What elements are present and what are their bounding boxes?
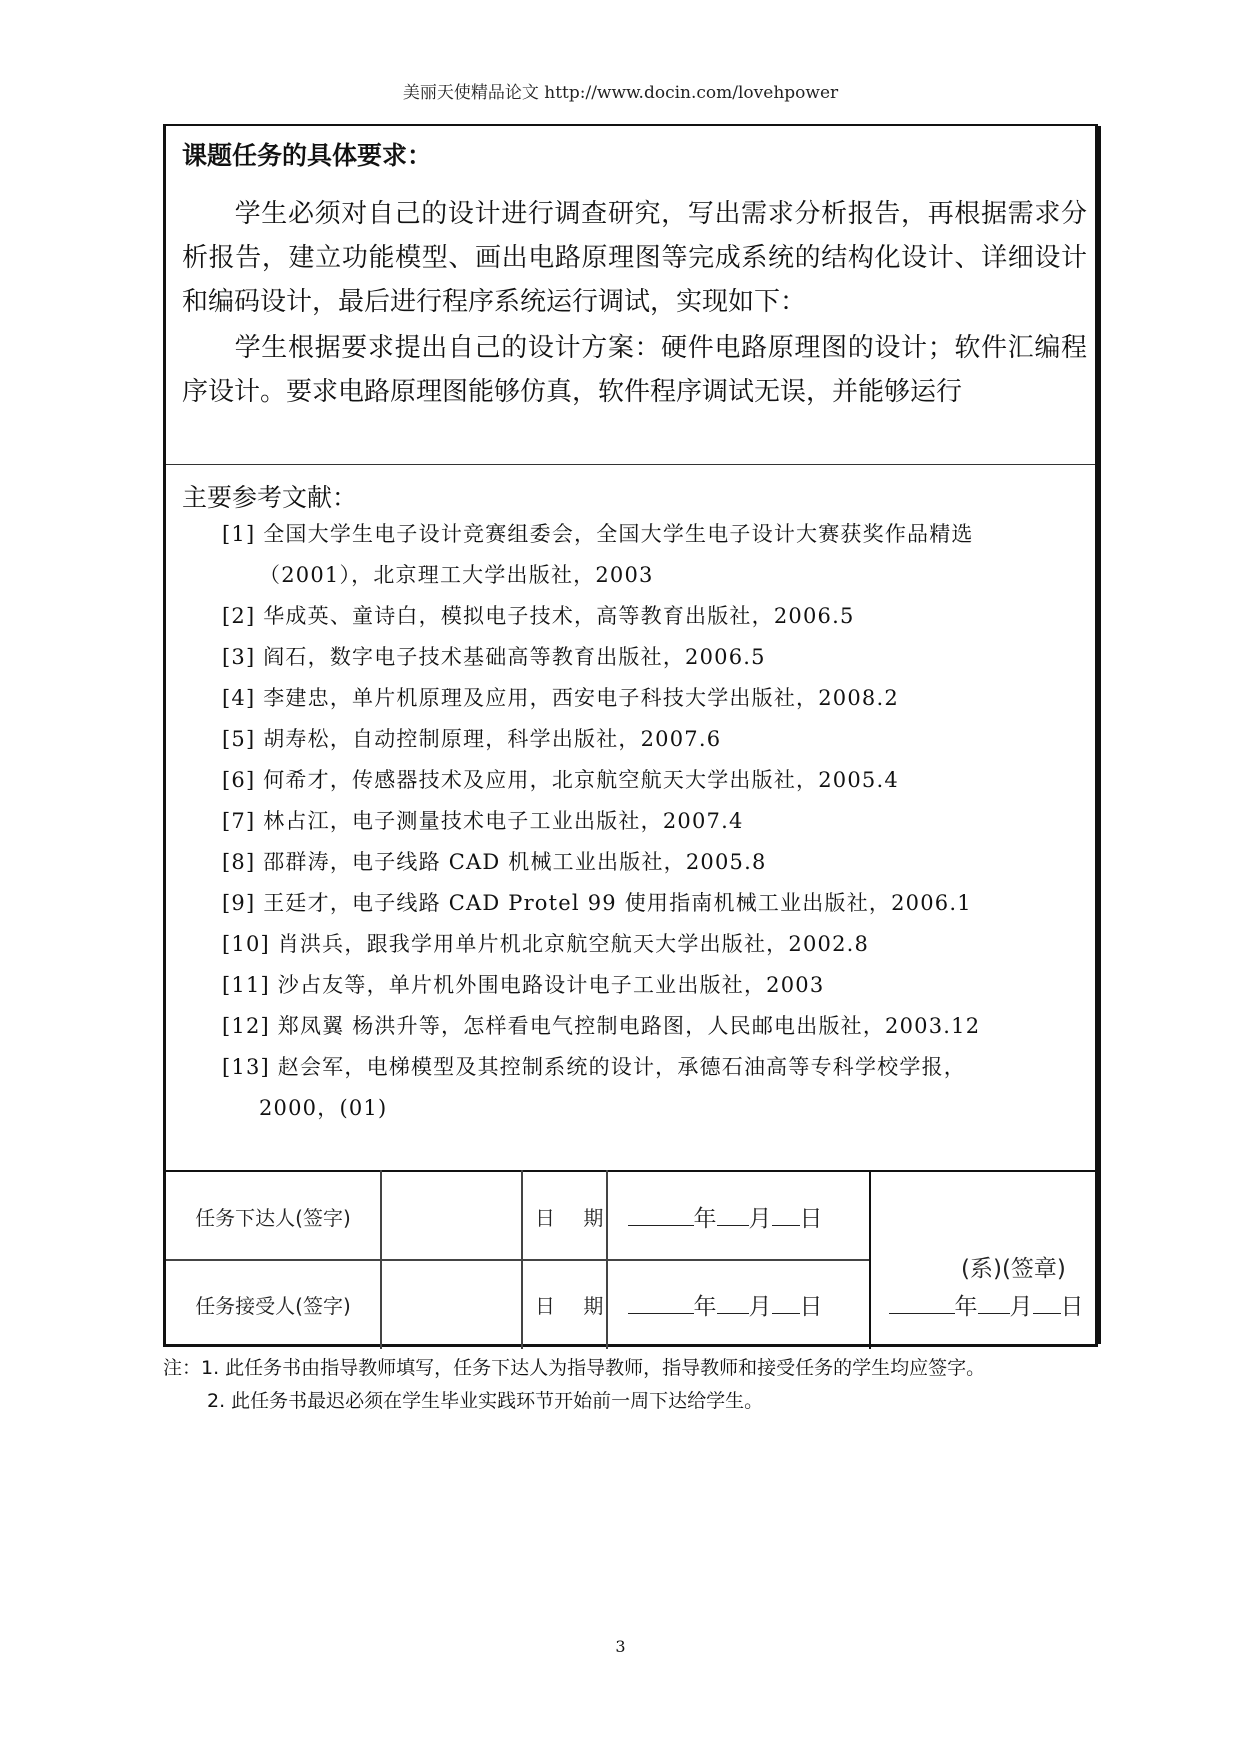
issue-date-field[interactable]: 年 月 日 [606, 1200, 844, 1233]
reference-item: [13] 赵会军，电梯模型及其控制系统的设计，承德石油高等专科学校学报， 2000，(01) [222, 1055, 966, 1120]
department-seal-label: (系)(签章) [961, 1256, 1066, 1282]
receiver-label: 任务接受人(签字) [195, 1294, 351, 1318]
issue-date-label: 日 期 [535, 1206, 604, 1230]
column-divider [521, 1170, 523, 1349]
reference-item: [10] 肖洪兵，跟我学用单片机北京航空航天大学出版社，2002.8 [222, 932, 870, 956]
column-divider [869, 1170, 871, 1349]
reference-item: [2] 华成英、童诗白，模拟电子技术，高等教育出版社，2006.5 [222, 604, 855, 628]
column-divider [380, 1170, 382, 1349]
task-form [163, 124, 1098, 1347]
column-divider [606, 1170, 608, 1349]
page-number: 3 [615, 1637, 626, 1656]
reference-item: [8] 邵群涛，电子线路 CAD 机械工业出版社，2005.8 [222, 850, 767, 874]
receive-date-field[interactable]: 年 月 日 [606, 1288, 844, 1321]
seal-date-field[interactable]: 年 月 日 [882, 1288, 1090, 1321]
page-header: 美丽天使精品论文 http://www.docin.com/lovehpower [402, 83, 839, 103]
references-title: 主要参考文献： [182, 483, 358, 512]
requirements-title: 课题任务的具体要求： [182, 141, 433, 170]
references-section [166, 464, 1095, 1172]
note-line-1: 注：1. 此任务书由指导教师填写，任务下达人为指导教师，指导教师和接受任务的学生均应签字。 [163, 1357, 986, 1379]
reference-item: [12] 郑凤翼 杨洪升等，怎样看电气控制电路图，人民邮电出版社，2003.12 [222, 1014, 981, 1038]
reference-item: [4] 李建忠，单片机原理及应用，西安电子科技大学出版社，2008.2 [222, 686, 899, 710]
row-divider [166, 1259, 870, 1261]
reference-item: [6] 何希才，传感器技术及应用，北京航空航天大学出版社，2005.4 [222, 768, 899, 792]
receive-date-label: 日 期 [535, 1294, 604, 1318]
issuer-label: 任务下达人(签字) [195, 1206, 351, 1230]
reference-list [222, 514, 1092, 1129]
reference-item: [11] 沙占友等，单片机外围电路设计电子工业出版社，2003 [222, 973, 825, 997]
reference-item: [3] 阎石，数字电子技术基础高等教育出版社，2006.5 [222, 645, 766, 669]
reference-item: [5] 胡寿松，自动控制原理，科学出版社，2007.6 [222, 727, 722, 751]
reference-item: [9] 王廷才，电子线路 CAD Protel 99 使用指南机械工业出版社，2006.1 [222, 891, 972, 915]
requirements-paragraph-1: 学生必须对自己的设计进行调查研究，写出需求分析报告，再根据需求分析报告，建立功能模型、画出电路原理图等完成系统的结构化设计、详细设计和编码设计，最后进行程序系统运行调试，实现如下： [182, 199, 1087, 317]
signature-table [166, 1170, 1095, 1349]
note-line-2: 2. 此任务书最迟必须在学生毕业实践环节开始前一周下达给学生。 [207, 1390, 764, 1412]
reference-item: [1] 全国大学生电子设计竞赛组委会，全国大学生电子设计大赛获奖作品精选 （2001），北京理工大学出版社，2003 [222, 522, 974, 587]
requirements-section [166, 126, 1095, 465]
form-notes [163, 1352, 1113, 1418]
reference-item: [7] 林占江，电子测量技术电子工业出版社，2007.4 [222, 809, 744, 833]
requirements-paragraph-2: 学生根据要求提出自己的设计方案：硬件电路原理图的设计；软件汇编程序设计。要求电路原理图能够仿真，软件程序调试无误，并能够运行 [182, 333, 1087, 407]
